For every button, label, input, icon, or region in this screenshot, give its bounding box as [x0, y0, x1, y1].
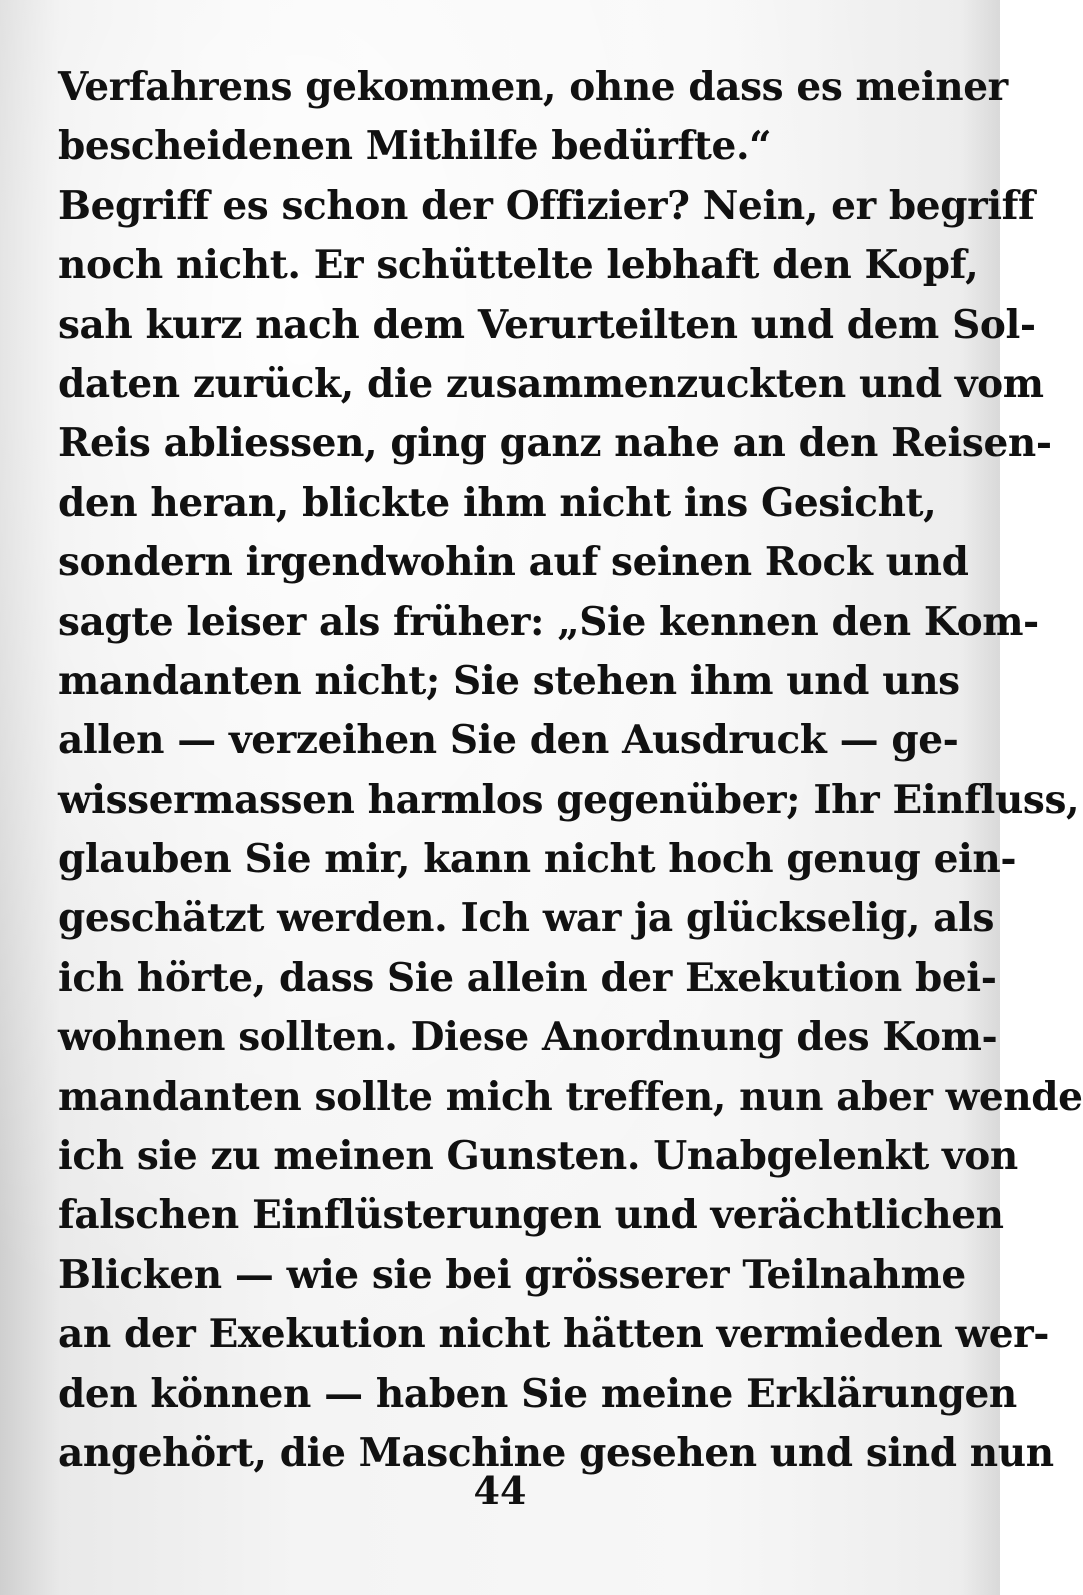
text-line: den können — haben Sie meine Erklärungen	[58, 1370, 1017, 1417]
text-line: den heran, blickte ihm nicht ins Gesicht,	[58, 479, 937, 526]
text-line: Begriff es schon der Offizier? Nein, er begriff	[58, 182, 1035, 229]
body-text	[58, 58, 1083, 1483]
text-line: falschen Einflüsterungen und verächtlichen	[58, 1192, 1004, 1239]
text-line: glauben Sie mir, kann nicht hoch genug ein-	[58, 836, 1017, 883]
text-line: mandanten sollte mich treffen, nun aber wende	[58, 1073, 1083, 1120]
text-line: angehört, die Maschine gesehen und sind nun	[58, 1429, 1054, 1476]
text-line: allen — verzeihen Sie den Ausdruck — ge-	[58, 717, 959, 764]
text-line: ich sie zu meinen Gunsten. Unabgelenkt von	[58, 1133, 1018, 1180]
text-line: sondern irgendwohin auf seinen Rock und	[58, 539, 969, 586]
text-line: bescheidenen Mithilfe bedürfte.“	[58, 123, 772, 170]
text-line: noch nicht. Er schüttelte lebhaft den Kopf,	[58, 242, 979, 289]
page-number: 44	[473, 1468, 527, 1513]
text-line: geschätzt werden. Ich war ja glückselig, als	[58, 895, 995, 942]
text-line: wohnen sollten. Diese Anordnung des Kom-	[58, 1014, 998, 1061]
text-line: Blicken — wie sie bei grösserer Teilnahme	[58, 1251, 966, 1298]
text-line: sagte leiser als früher: „Sie kennen den Kom-	[58, 598, 1039, 645]
text-line: mandanten nicht; Sie stehen ihm und uns	[58, 657, 960, 704]
text-line: an der Exekution nicht hätten vermieden wer-	[58, 1311, 1050, 1358]
text-line: Verfahrens gekommen, ohne dass es meiner	[58, 64, 1008, 110]
text-line: Reis abliessen, ging ganz nahe an den Reisen-	[58, 420, 1052, 467]
text-line: ich hörte, dass Sie allein der Exekution bei-	[58, 954, 997, 1001]
text-line: daten zurück, die zusammenzuckten und vom	[58, 360, 1044, 407]
text-line: sah kurz nach dem Verurteilten und dem Sol-	[58, 301, 1036, 348]
text-line: wissermassen harmlos gegenüber; Ihr Einfluss,	[58, 776, 1080, 823]
